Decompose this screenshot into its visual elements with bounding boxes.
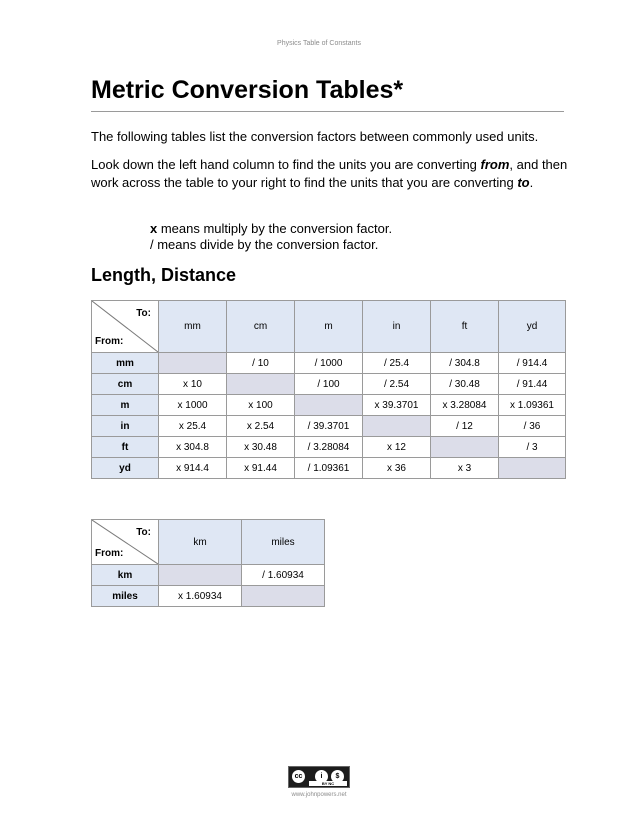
table-cell: / 91.44: [499, 374, 566, 395]
table-cell: x 91.44: [227, 458, 295, 479]
table-header-row: [92, 520, 325, 565]
table-row: [92, 416, 566, 437]
table-cell: x 25.4: [159, 416, 227, 437]
table-cell: / 3.28084: [295, 437, 363, 458]
row-header-miles: miles: [92, 586, 159, 607]
distance-conversion-table: [91, 519, 325, 607]
divide-note: / means divide by the conversion factor.: [150, 237, 379, 252]
instructions-text-3: .: [529, 175, 534, 190]
row-header-yd: yd: [92, 458, 159, 479]
table-row: [92, 353, 566, 374]
from-label: From:: [95, 548, 124, 559]
row-header-in: in: [92, 416, 159, 437]
from-label: From:: [95, 336, 124, 347]
table-cell: x 36: [363, 458, 431, 479]
instructions-text-1: Look down the left hand column to find the units you are converting: [91, 157, 481, 172]
table-cell: / 1.60934: [242, 565, 325, 586]
table-row: [92, 395, 566, 416]
to-label: To:: [136, 308, 151, 319]
table-cell: x 100: [227, 395, 295, 416]
corner-cell: [92, 520, 159, 565]
table-row: [92, 374, 566, 395]
table-cell: [242, 586, 325, 607]
instructions-text-2: , and then work across the table to your right to find the units that you are converting: [91, 157, 568, 190]
column-header-m: m: [295, 301, 363, 353]
title-divider: [91, 111, 564, 112]
table-cell: x 30.48: [227, 437, 295, 458]
table-row: [92, 458, 566, 479]
table-cell: / 12: [431, 416, 499, 437]
to-label: To:: [136, 527, 151, 538]
multiply-note-text: means multiply by the conversion factor.: [157, 221, 393, 236]
column-header-km: km: [159, 520, 242, 565]
table-cell: [295, 395, 363, 416]
table-cell: / 30.48: [431, 374, 499, 395]
table-cell: / 304.8: [431, 353, 499, 374]
column-header-yd: yd: [499, 301, 566, 353]
table-cell: x 10: [159, 374, 227, 395]
table-cell: / 10: [227, 353, 295, 374]
license-strip: BY NC: [309, 781, 347, 786]
instructions-paragraph: [91, 156, 571, 192]
column-header-in: in: [363, 301, 431, 353]
cc-by-nc-sa-icon: [288, 766, 350, 788]
table-cell: / 3: [499, 437, 566, 458]
row-header-km: km: [92, 565, 159, 586]
row-header-ft: ft: [92, 437, 159, 458]
table-cell: [227, 374, 295, 395]
table-cell: x 1000: [159, 395, 227, 416]
table-cell: [431, 437, 499, 458]
table-cell: x 39.3701: [363, 395, 431, 416]
instructions-to-word: to: [517, 175, 530, 190]
table-row: [92, 565, 325, 586]
table-cell: x 1.09361: [499, 395, 566, 416]
table-cell: / 2.54: [363, 374, 431, 395]
length-conversion-table: [91, 300, 566, 479]
table-cell: [159, 353, 227, 374]
table-cell: x 3.28084: [431, 395, 499, 416]
row-header-cm: cm: [92, 374, 159, 395]
running-header: Physics Table of Constants: [277, 40, 361, 47]
noncommercial-icon: $: [331, 770, 344, 783]
column-header-mm: mm: [159, 301, 227, 353]
table-cell: / 25.4: [363, 353, 431, 374]
table-cell: / 1.09361: [295, 458, 363, 479]
column-header-cm: cm: [227, 301, 295, 353]
table-cell: / 100: [295, 374, 363, 395]
creative-commons-icon: cc: [292, 770, 305, 783]
intro-paragraph: The following tables list the conversion factors between commonly used units.: [91, 129, 539, 144]
table-cell: x 304.8: [159, 437, 227, 458]
table-row: [92, 437, 566, 458]
table-cell: x 3: [431, 458, 499, 479]
row-header-mm: mm: [92, 353, 159, 374]
table-cell: x 1.60934: [159, 586, 242, 607]
table-cell: [363, 416, 431, 437]
table-cell: [499, 458, 566, 479]
table-cell: x 2.54: [227, 416, 295, 437]
column-header-miles: miles: [242, 520, 325, 565]
table-cell: / 36: [499, 416, 566, 437]
table-cell: / 1000: [295, 353, 363, 374]
table-cell: / 39.3701: [295, 416, 363, 437]
table-row: [92, 586, 325, 607]
multiply-symbol: x: [150, 221, 158, 236]
attribution-icon: i: [315, 770, 328, 783]
table-cell: [159, 565, 242, 586]
table-header-row: [92, 301, 566, 353]
table-cell: x 12: [363, 437, 431, 458]
page-title: Metric Conversion Tables*: [91, 76, 404, 104]
section-title-length: Length, Distance: [91, 265, 237, 285]
table-cell: x 914.4: [159, 458, 227, 479]
row-header-m: m: [92, 395, 159, 416]
table-cell: / 914.4: [499, 353, 566, 374]
corner-cell: [92, 301, 159, 353]
footer-url: www.johnpowers.net: [291, 792, 347, 798]
instructions-from-word: from: [480, 157, 510, 172]
column-header-ft: ft: [431, 301, 499, 353]
